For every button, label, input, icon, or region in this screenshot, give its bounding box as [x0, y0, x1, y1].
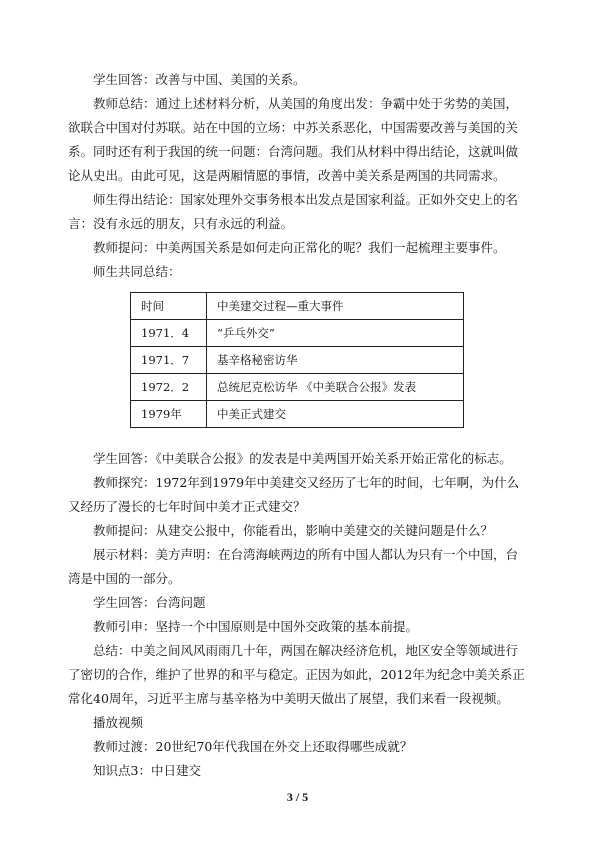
table-row: [131, 401, 464, 428]
table-cell-date: 1971．7: [131, 347, 207, 374]
paragraph-transition: 教师过渡：20世纪70年代我国在外交上还取得哪些成就？: [93, 739, 413, 754]
table-cell-date: 1971．4: [131, 320, 207, 347]
table-cell-event: “乒乓外交”: [207, 320, 464, 347]
paragraph-teacher-inquiry: 教师探究：1972年到1979年中美建交又经历了七年的时间，七年啊，为什么又经历了漫长的七年时间中美才正式建交？: [68, 475, 520, 514]
table-cell-date: 1979年: [131, 401, 207, 428]
paragraph-student-answer-3: 学生回答：台湾问题: [93, 595, 206, 610]
paragraph-play-video: 播放视频: [93, 715, 144, 730]
paragraph-conclusion: 师生得出结论：国家处理外交事务根本出发点是国家利益。正如外交史上的名言：没有永远的朋友，只有永远的利益。: [68, 192, 519, 231]
paragraph-student-answer-2: 学生回答：《中美联合公报》的发表是中美两国开始关系开始正常化的标志。: [93, 451, 512, 466]
paragraph-student-answer-1: 学生回答：改善与中国、美国的关系。: [93, 72, 306, 87]
paragraph-material: 展示材料：美方声明：在台湾海峡两边的所有中国人都认为只有一个中国，台湾是中国的一部分。: [68, 547, 519, 586]
table-cell-event: 中美正式建交: [207, 401, 464, 428]
paragraph-teacher-question-1: 教师提问：中美两国关系是如何走向正常化的呢？我们一起梳理主要事件。: [93, 240, 506, 255]
table-row: [131, 347, 464, 374]
table-row: [131, 374, 464, 401]
paragraph-teacher-extension: 教师引申：坚持一个中国原则是中国外交政策的基本前提。: [93, 619, 419, 634]
table-cell-event: 总统尼克松访华 《中美联合公报》发表: [207, 374, 464, 401]
paragraph-summary: 总结：中美之间风风雨雨几十年，两国在解决经济危机，地区安全等领域进行了密切的合作，维护了世界的和平与稳定。正因为如此，2012年为纪念中美关系正常化40周年，习近平主席与基辛格为中美明天做出了展望，我们来看一段视频。: [68, 643, 525, 706]
table-cell-date: 1972．2: [131, 374, 207, 401]
table-header-cell: 中美建交过程—重大事件: [207, 293, 464, 320]
table-cell-event: 基辛格秘密访华: [207, 347, 464, 374]
events-table: [130, 292, 464, 428]
table-header-cell: 时间: [131, 293, 207, 320]
paragraph-knowledge-point: 知识点3：中日建交: [93, 763, 201, 778]
page-number: 3 / 5: [286, 790, 309, 804]
table-header-row: [131, 293, 464, 320]
paragraph-teacher-summary: 教师总结：通过上述材料分析，从美国的角度出发：争霸中处于劣势的美国，欲联合中国对付苏联。站在中国的立场：中苏关系恶化，中国需要改善与美国的关系。同时还有利于我国的统一问题：台湾问题。我们从材料中得出结论，这就叫做论从史出。由此可见，这是两厢情愿的事情，改善中美关系是两国的共同需求。: [68, 96, 519, 183]
table-row: [131, 320, 464, 347]
paragraph-teacher-question-2: 教师提问：从建交公报中，你能看出，影响中美建交的关键问题是什么？: [93, 523, 494, 538]
paragraph-joint-summary: 师生共同总结：: [93, 264, 181, 279]
